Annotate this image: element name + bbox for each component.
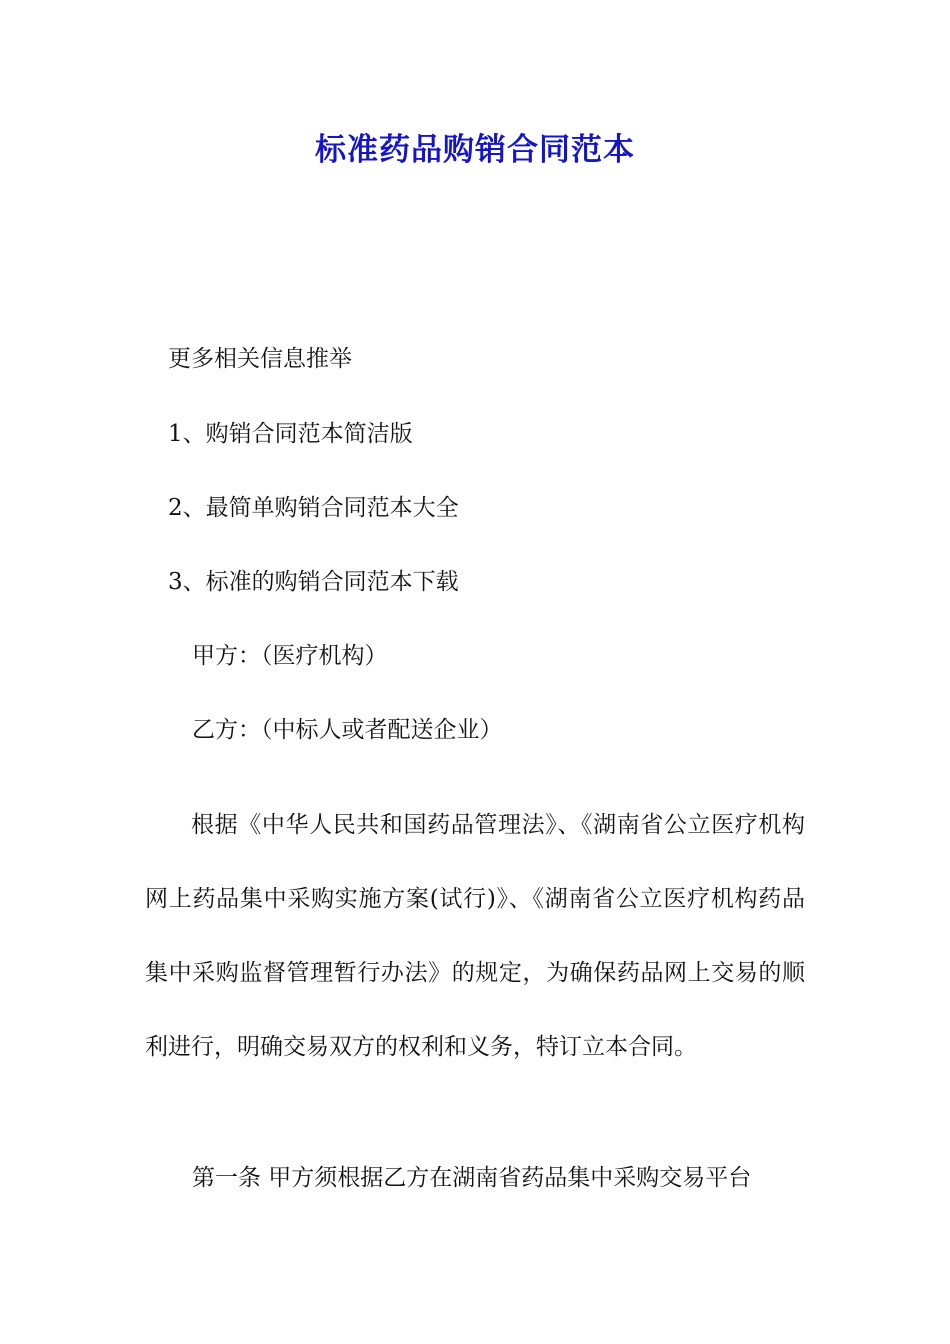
related-heading: 更多相关信息推举 (168, 346, 352, 372)
party-b-line: 乙方：（中标人或者配送企业） (192, 717, 503, 743)
article-1-line: 第一条 甲方须根据乙方在湖南省药品集中采购交易平台 (192, 1165, 752, 1191)
document-title: 标准药品购销合同范本 (315, 132, 635, 168)
party-a-line: 甲方：（医疗机构） (192, 643, 388, 669)
related-link-1[interactable]: 1、购销合同范本简洁版 (168, 421, 413, 447)
related-link-3[interactable]: 3、标准的购销合同范本下载 (168, 569, 459, 595)
preamble-paragraph: 根据《中华人民共和国药品管理法》、《湖南省公立医疗机构网上药品集中采购实施方案(试行)》、《湖南省公立医疗机构药品集中采购监督管理暂行办法》的规定，为确保药品网上交易的顺利进行，明确交易双方的权利和义务，特订立本合同。 (145, 812, 805, 1060)
related-link-2[interactable]: 2、最简单购销合同范本大全 (168, 495, 459, 521)
